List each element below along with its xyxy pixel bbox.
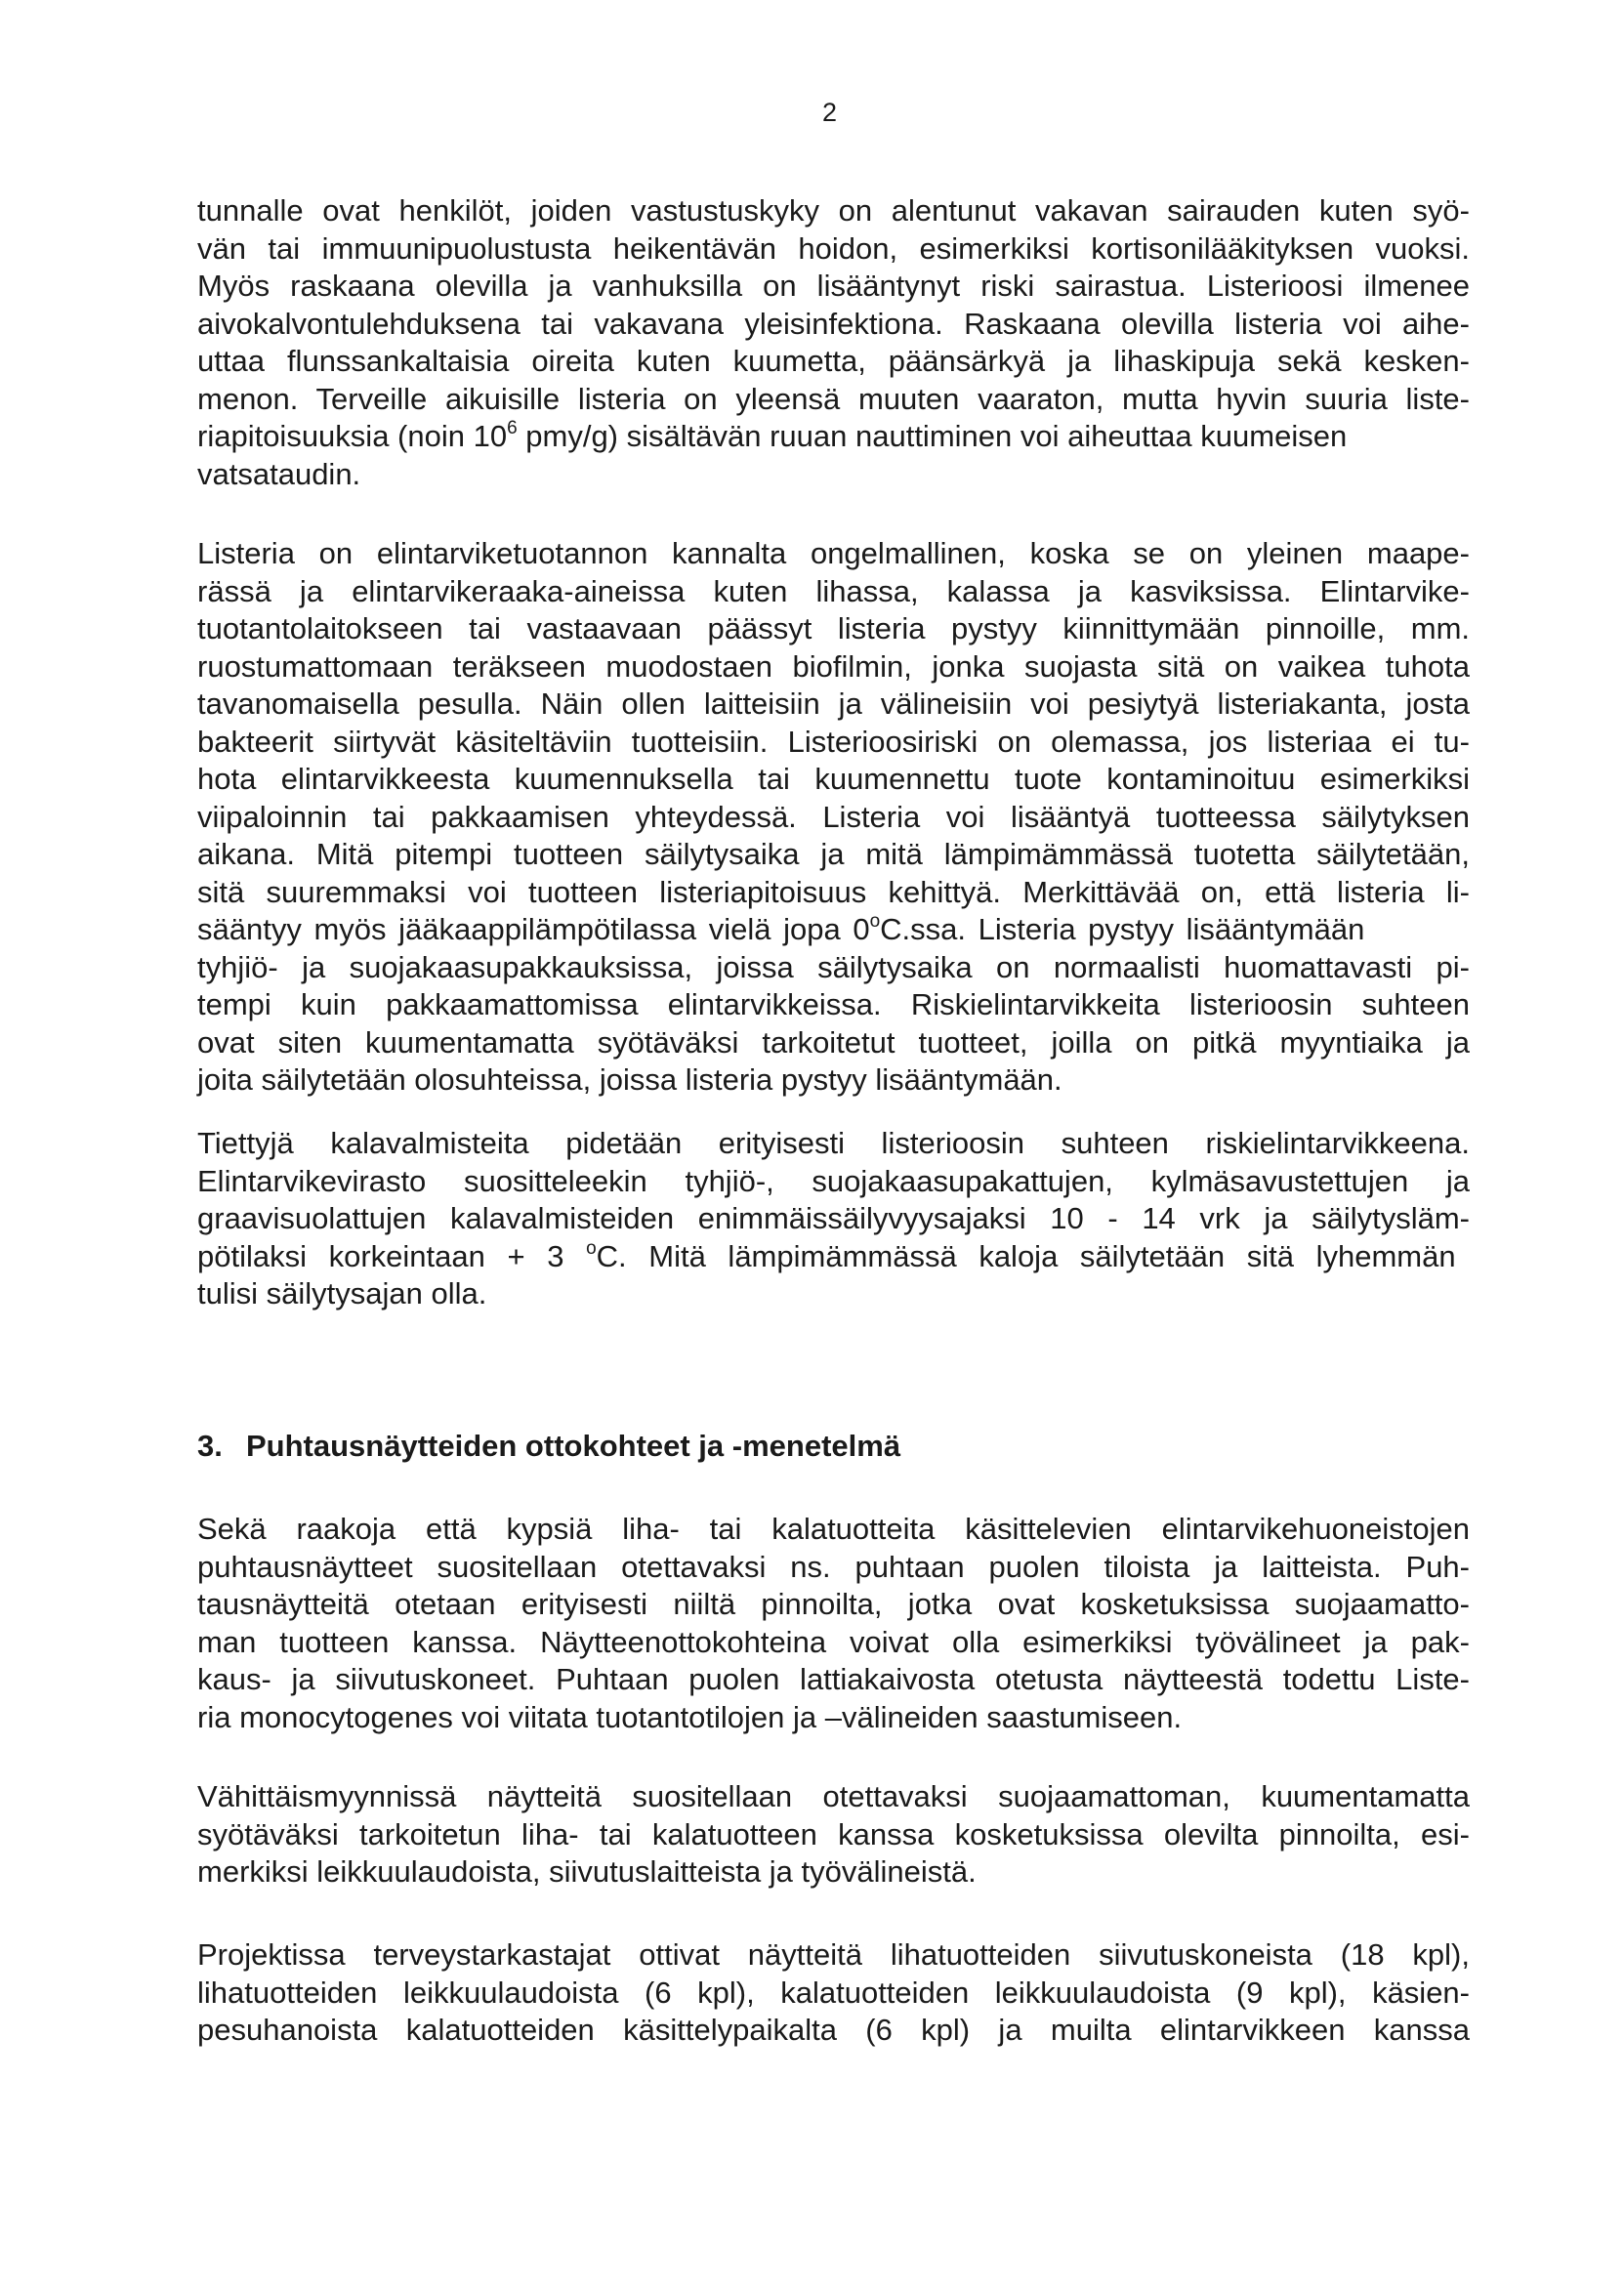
degree-mark: o bbox=[586, 1237, 597, 1259]
text-line: puhtausnäytteet suositellaan otettavaksi ns. puhtaan puolen tiloista ja laitteista. Puh- bbox=[197, 1549, 1470, 1584]
paragraph-listeria-risk-groups bbox=[197, 192, 1470, 493]
text-fragment: pmy/g) sisältävän ruuan nauttiminen voi aiheuttaa kuumeisen bbox=[517, 419, 1348, 453]
text-line: menon. Terveille aikuisille listeria on yleensä muuten vaaraton, mutta hyvin suuria liste- bbox=[197, 381, 1470, 416]
text-line: kaus- ja siivutuskoneet. Puhtaan puolen lattiakaivosta otetusta näytteestä todettu Liste- bbox=[197, 1662, 1470, 1696]
text-line: joita säilytetään olosuhteissa, joissa listeria pystyy lisääntymään. bbox=[197, 1062, 1062, 1097]
text-fragment: riapitoisuuksia (noin 10 bbox=[197, 419, 508, 453]
text-fragment: sääntyy myös jääkaappilämpötilassa vielä jopa 0 bbox=[197, 912, 870, 946]
text-line: tyhjiö- ja suojakaasupakkauksissa, joissa säilytysaika on normaalisti huomattavasti pi- bbox=[197, 949, 1470, 984]
text-line bbox=[197, 1238, 1470, 1276]
text-line: ria monocytogenes voi viitata tuotantotilojen ja –välineiden saastumiseen. bbox=[197, 1699, 1183, 1734]
page-number: 2 bbox=[822, 98, 838, 127]
text-line: bakteerit siirtyvät käsiteltäviin tuotteisiin. Listerioosiriski on olemassa, jos listeriaa ei tu- bbox=[197, 724, 1470, 759]
text-line: tavanomaisella pesulla. Näin ollen laitteisiin ja välineisiin voi pesiytyä listeriakanta, josta bbox=[197, 686, 1470, 721]
text-line: uttaa flunssankaltaisia oireita kuten kuumetta, päänsärkyä ja lihaskipuja sekä kesken- bbox=[197, 344, 1470, 378]
text-line: man tuotteen kanssa. Näytteenottokohteina voivat olla esimerkiksi työvälineet ja pak- bbox=[197, 1624, 1470, 1659]
section-heading bbox=[197, 1428, 900, 1465]
section-title: Puhtausnäytteiden ottokohteet ja -menetelmä bbox=[246, 1429, 901, 1463]
paragraph-fish-products bbox=[197, 1125, 1470, 1313]
exponent: 6 bbox=[507, 418, 518, 438]
text-line bbox=[197, 418, 1470, 456]
text-line: lihatuotteiden leikkuulaudoista (6 kpl), kalatuotteiden leikkuulaudoista (9 kpl), käsien- bbox=[197, 1975, 1470, 2010]
text-line: Tiettyjä kalavalmisteita pidetään erityisesti listerioosin suhteen riskielintarvikkeena. bbox=[197, 1126, 1470, 1160]
paragraph-project-samples bbox=[197, 1936, 1470, 2050]
text-line: Sekä raakoja että kypsiä liha- tai kalatuotteita käsittelevien elintarvikehuoneistojen bbox=[197, 1512, 1470, 1546]
text-line: Myös raskaana olevilla ja vanhuksilla on lisääntynyt riski sairastua. Listerioosi ilmenee bbox=[197, 269, 1470, 303]
text-line: aivokalvontulehduksena tai vakavana yleisinfektiona. Raskaana olevilla listeria voi aihe- bbox=[197, 306, 1470, 341]
text-line: tunnalle ovat henkilöt, joiden vastustuskyky on alentunut vakavan sairauden kuten syö- bbox=[197, 193, 1470, 228]
text-line: tempi kuin pakkaamattomissa elintarvikkeissa. Riskielintarvikkeita listerioosin suhteen bbox=[197, 987, 1470, 1021]
text-line: Vähittäismyynnissä näytteitä suositellaan otettavaksi suojaamattoman, kuumentamatta bbox=[197, 1779, 1470, 1813]
paragraph-listeria-food-production bbox=[197, 535, 1470, 1100]
text-line: tausnäytteitä otetaan erityisesti niiltä pinnoilta, jotka ovat kosketuksissa suojaamatto- bbox=[197, 1587, 1470, 1621]
text-line: rässä ja elintarvikeraaka-aineissa kuten lihassa, kalassa ja kasviksissa. Elintarvike- bbox=[197, 573, 1470, 608]
paragraph-retail-sampling bbox=[197, 1778, 1470, 1892]
text-line: merkiksi leikkuulaudoista, siivutuslaitteista ja työvälineistä. bbox=[197, 1854, 977, 1889]
degree-mark: o bbox=[869, 911, 881, 932]
text-line bbox=[197, 911, 1470, 949]
text-line: viipaloinnin tai pakkaamisen yhteydessä. Listeria voi lisääntyä tuotteessa säilytyksen bbox=[197, 799, 1470, 834]
text-line: tulisi säilytysajan olla. bbox=[197, 1276, 487, 1310]
text-line: sitä suuremmaksi voi tuotteen listeriapitoisuus kehittyä. Merkittävää on, että listeria li- bbox=[197, 874, 1470, 909]
text-line: Projektissa terveystarkastajat ottivat näytteitä lihatuotteiden siivutuskoneista (18 kpl), bbox=[197, 1937, 1470, 1972]
text-line: ruostumattomaan teräkseen muodostaen biofilmin, jonka suojasta sitä on vaikea tuhota bbox=[197, 648, 1470, 684]
text-line: hota elintarvikkeesta kuumennuksella tai kuumennettu tuote kontaminoituu esimerkiksi bbox=[197, 762, 1470, 796]
text-fragment: C. Mitä lämpimämmässä kaloja säilytetään sitä lyhemmän bbox=[596, 1238, 1456, 1273]
text-line: ovat siten kuumentamatta syötäväksi tarkoitetut tuotteet, joilla on pitkä myyntiaika ja bbox=[197, 1024, 1470, 1060]
text-line: graavisuolattujen kalavalmisteiden enimmäissäilyvyysajaksi 10 - 14 vrk ja säilytysläm- bbox=[197, 1201, 1470, 1235]
text-line: tuotantolaitokseen tai vastaavaan päässyt listeria pystyy kiinnittymään pinnoille, mm. bbox=[197, 611, 1470, 645]
text-fragment: C.ssa. Listeria pystyy lisääntymään bbox=[880, 912, 1365, 946]
section-number: 3. bbox=[197, 1429, 223, 1463]
text-line: Listeria on elintarviketuotannon kannalta ongelmallinen, koska se on yleinen maape- bbox=[197, 536, 1470, 570]
text-line: aikana. Mitä pitempi tuotteen säilytysaika ja mitä lämpimämmässä tuotetta säilytetään, bbox=[197, 837, 1470, 871]
paragraph-sampling-sites bbox=[197, 1511, 1470, 1736]
text-fragment: pötilaksi korkeintaan + 3 bbox=[197, 1238, 587, 1273]
text-line: Elintarvikevirasto suositteleekin tyhjiö-, suojakaasupakattujen, kylmäsavustettujen ja bbox=[197, 1163, 1470, 1198]
text-line: vatsataudin. bbox=[197, 456, 361, 491]
text-line: syötäväksi tarkoitetun liha- tai kalatuotteen kanssa kosketuksissa olevilta pinnoilta, esi- bbox=[197, 1816, 1470, 1851]
text-line: pesuhanoista kalatuotteiden käsittelypaikalta (6 kpl) ja muilta elintarvikkeen kanssa bbox=[197, 2013, 1470, 2047]
text-line: vän tai immuunipuolustusta heikentävän hoidon, esimerkiksi kortisonilääkityksen vuoksi. bbox=[197, 230, 1470, 266]
